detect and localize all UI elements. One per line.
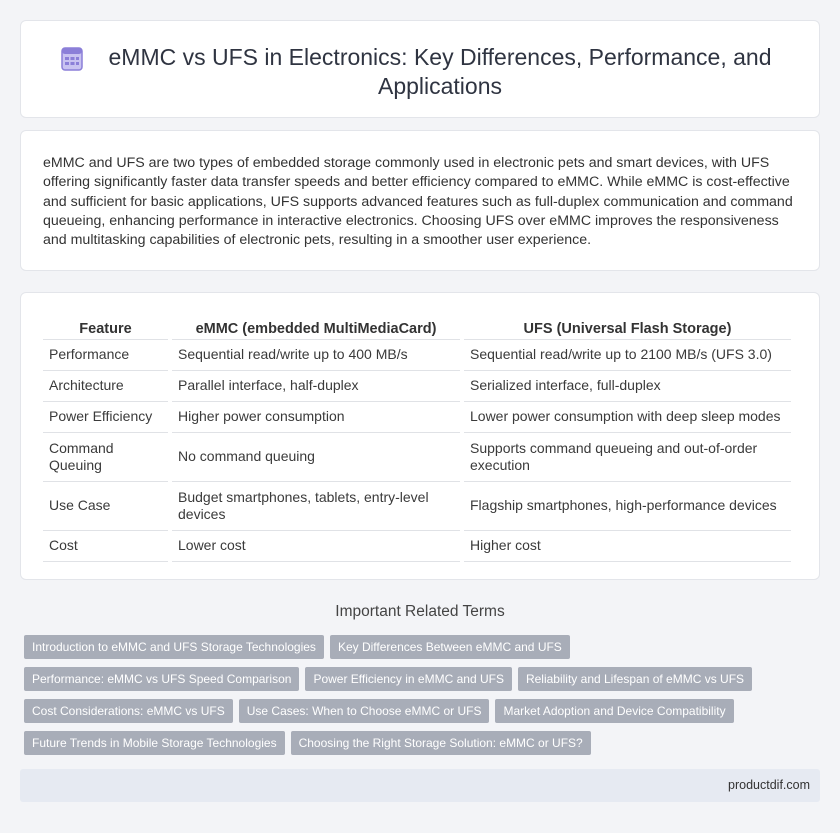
- document-table-icon: [61, 47, 83, 71]
- table-cell: Serialized interface, full-duplex: [464, 371, 791, 402]
- table-row: [43, 482, 791, 531]
- table-cell: Flagship smartphones, high-performance devices: [464, 482, 791, 531]
- related-term-tag[interactable]: Performance: eMMC vs UFS Speed Comparison: [24, 667, 299, 691]
- related-term-tag[interactable]: Cost Considerations: eMMC vs UFS: [24, 699, 233, 723]
- header-feature: Feature: [43, 315, 168, 340]
- table-cell: Power Efficiency: [43, 402, 168, 433]
- related-term-tag[interactable]: Introduction to eMMC and UFS Storage Technologies: [24, 635, 324, 659]
- intro-paragraph: eMMC and UFS are two types of embedded storage commonly used in electronic pets and smart devices, with UFS offering significantly faster data transfer speeds and better efficiency compared to eMMC. While eMMC is cost-effective and sufficient for basic applications, UFS supports advanced features such as full-duplex communication and command queueing, enhancing performance in interactive electronics. Choosing UFS over eMMC improves the responsiveness and multitasking capabilities of electronic pets, resulting in a smoother user experience.: [43, 155, 793, 249]
- page-title: eMMC vs UFS in Electronics: Key Differences, Performance, and Applications: [108, 44, 772, 99]
- header-emmc: eMMC (embedded MultiMediaCard): [172, 315, 460, 340]
- table-cell: Architecture: [43, 371, 168, 402]
- table-cell: Use Case: [43, 482, 168, 531]
- header-ufs: UFS (Universal Flash Storage): [464, 315, 791, 340]
- related-term-tag[interactable]: Market Adoption and Device Compatibility: [495, 699, 733, 723]
- table-cell: Higher cost: [464, 531, 791, 562]
- title-card: [20, 20, 820, 118]
- table-cell: Supports command queueing and out-of-order execution: [464, 433, 791, 482]
- table-header-row: [43, 315, 791, 340]
- table-cell: Lower power consumption with deep sleep modes: [464, 402, 791, 433]
- related-term-tag[interactable]: Power Efficiency in eMMC and UFS: [305, 667, 512, 691]
- related-terms-heading: Important Related Terms: [335, 603, 505, 620]
- table-cell: Performance: [43, 340, 168, 371]
- table-cell: Sequential read/write up to 400 MB/s: [172, 340, 460, 371]
- table-row: [43, 531, 791, 562]
- table-cell: Sequential read/write up to 2100 MB/s (UFS 3.0): [464, 340, 791, 371]
- table-cell: Cost: [43, 531, 168, 562]
- related-term-tag[interactable]: Future Trends in Mobile Storage Technologies: [24, 731, 285, 755]
- intro-card: [20, 130, 820, 271]
- table-cell: No command queuing: [172, 433, 460, 482]
- table-row: [43, 371, 791, 402]
- table-cell: Parallel interface, half-duplex: [172, 371, 460, 402]
- table-cell: Budget smartphones, tablets, entry-level devices: [172, 482, 460, 531]
- related-term-tag[interactable]: Use Cases: When to Choose eMMC or UFS: [239, 699, 490, 723]
- table-row: [43, 402, 791, 433]
- table-row: [43, 433, 791, 482]
- related-term-tag[interactable]: Choosing the Right Storage Solution: eMMC or UFS?: [291, 731, 591, 755]
- table-row: [43, 340, 791, 371]
- table-cell: Higher power consumption: [172, 402, 460, 433]
- related-term-tag[interactable]: Key Differences Between eMMC and UFS: [330, 635, 570, 659]
- footer-site-link[interactable]: productdif.com: [728, 778, 810, 792]
- table-cell: Command Queuing: [43, 433, 168, 482]
- comparison-table: [39, 315, 795, 562]
- footer-bar: [20, 769, 820, 802]
- related-terms-tags: [24, 635, 819, 763]
- table-cell: Lower cost: [172, 531, 460, 562]
- comparison-table-card: [20, 292, 820, 580]
- related-term-tag[interactable]: Reliability and Lifespan of eMMC vs UFS: [518, 667, 752, 691]
